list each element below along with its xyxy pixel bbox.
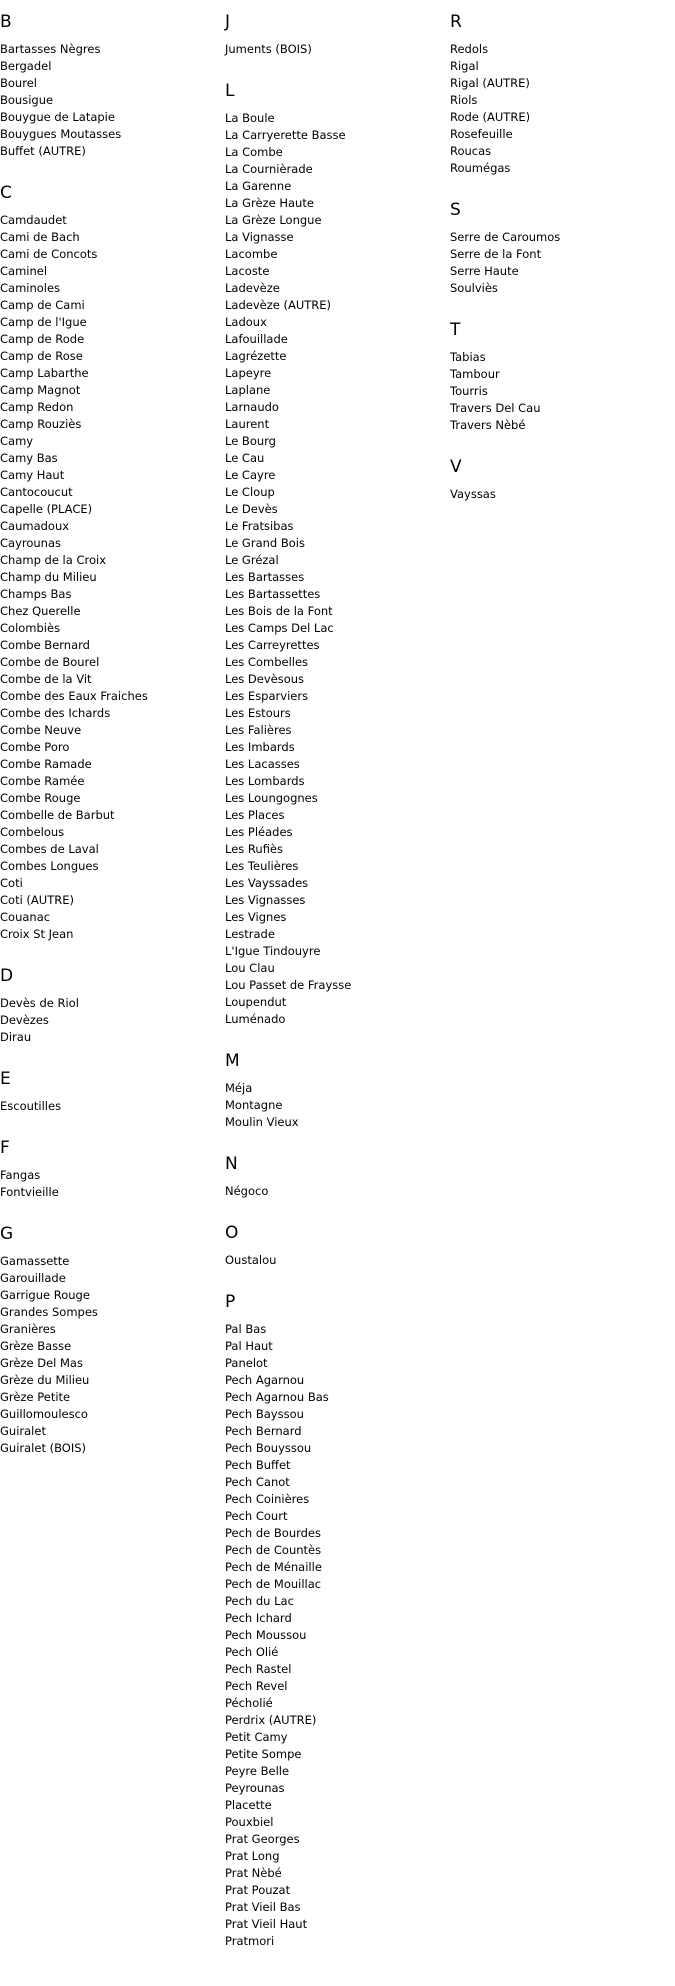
list-item[interactable]: Serre Haute — [450, 264, 519, 278]
list-item[interactable]: Camp de Rode — [0, 332, 85, 346]
list-item[interactable]: Colombiès — [0, 621, 61, 635]
index-column-3 — [450, 11, 670, 525]
list-item[interactable]: Bourel — [0, 76, 37, 90]
list-item[interactable]: Coti — [0, 876, 23, 890]
letter-heading: F — [0, 1138, 10, 1158]
list-item[interactable]: Les Falières — [225, 723, 292, 737]
list-item[interactable]: Tambour — [450, 367, 500, 381]
list-item[interactable]: Serre de la Font — [450, 247, 542, 261]
entry-list — [0, 1167, 220, 1201]
list-item[interactable]: Pech de Bourdes — [225, 1526, 322, 1540]
list-item[interactable]: Pech Bernard — [225, 1424, 302, 1438]
list-item[interactable]: Loupendut — [225, 995, 287, 1009]
list-item[interactable]: Négoco — [225, 1184, 269, 1198]
list-item[interactable]: Prat Georges — [225, 1832, 300, 1846]
list-item[interactable]: Combes de Laval — [0, 842, 99, 856]
entry-list — [450, 41, 670, 177]
letter-group-m — [225, 1050, 445, 1131]
entry-list — [450, 229, 670, 297]
letter-heading: E — [0, 1069, 11, 1089]
list-item[interactable]: Les Loungognes — [225, 791, 318, 805]
list-item[interactable]: Fontvieille — [0, 1185, 59, 1199]
list-item[interactable]: Combe de Bourel — [0, 655, 100, 669]
list-item[interactable]: Le Bourg — [225, 434, 276, 448]
list-item[interactable]: Rosefeuille — [450, 127, 513, 141]
index-column-2 — [225, 11, 445, 1972]
list-item[interactable]: Bouygue de Latapie — [0, 110, 115, 124]
list-item[interactable]: Luménado — [225, 1012, 286, 1026]
list-item[interactable]: Croix St Jean — [0, 927, 74, 941]
list-item[interactable]: Les Bartasses — [225, 570, 305, 584]
list-item[interactable]: Le Fratsibas — [225, 519, 294, 533]
list-item[interactable]: Caminel — [0, 264, 48, 278]
list-item[interactable]: Grèze Del Mas — [0, 1356, 83, 1370]
list-item[interactable]: Panelot — [225, 1356, 268, 1370]
list-item[interactable]: Combe Ramée — [0, 774, 85, 788]
list-item[interactable]: Combe des Ichards — [0, 706, 111, 720]
list-item[interactable]: Travers Del Cau — [450, 401, 541, 415]
index-column-1 — [0, 11, 220, 1479]
list-item[interactable]: Les Esparviers — [225, 689, 309, 703]
list-item[interactable]: Garouillade — [0, 1271, 66, 1285]
list-item[interactable]: Les Imbards — [225, 740, 295, 754]
list-item[interactable]: Fangas — [0, 1168, 41, 1182]
list-item[interactable]: Tourris — [450, 384, 488, 398]
list-item[interactable]: Le Grézal — [225, 553, 279, 567]
list-item[interactable]: Combelous — [0, 825, 65, 839]
list-item[interactable]: Pech Olié — [225, 1645, 279, 1659]
list-item[interactable]: Camp de Rose — [0, 349, 83, 363]
list-item[interactable]: Le Cloup — [225, 485, 275, 499]
letter-heading: R — [450, 12, 462, 32]
list-item[interactable]: Lou Passet de Fraysse — [225, 978, 352, 992]
list-item[interactable]: Oustalou — [225, 1253, 277, 1267]
list-item[interactable]: Bouygues Moutasses — [0, 127, 122, 141]
list-item[interactable]: Vayssas — [450, 487, 496, 501]
list-item[interactable]: Pech du Lac — [225, 1594, 294, 1608]
list-item[interactable]: Les Teulières — [225, 859, 299, 873]
list-item[interactable]: Lafouillade — [225, 332, 288, 346]
letter-heading: C — [0, 183, 12, 203]
letter-group-n — [225, 1153, 445, 1200]
list-item[interactable]: Les Devèsous — [225, 672, 305, 686]
list-item[interactable]: Les Rufiès — [225, 842, 283, 856]
list-item[interactable]: Ladevèze (AUTRE) — [225, 298, 332, 312]
list-item[interactable]: Pratmori — [225, 1934, 275, 1948]
list-item[interactable]: Juments (BOIS) — [225, 42, 312, 56]
list-item[interactable]: Ladevèze — [225, 281, 280, 295]
letter-group-s — [450, 199, 670, 297]
list-item[interactable]: La Grèze Haute — [225, 196, 314, 210]
list-item[interactable]: Gamassette — [0, 1254, 70, 1268]
list-item[interactable]: Champ de la Croix — [0, 553, 106, 567]
list-item[interactable]: Grèze Petite — [0, 1390, 71, 1404]
entry-list — [225, 41, 445, 58]
list-item[interactable]: Peyre Belle — [225, 1764, 290, 1778]
list-item[interactable]: Les Vignes — [225, 910, 287, 924]
list-item[interactable]: Cayrounas — [0, 536, 62, 550]
list-item[interactable]: Camdaudet — [0, 213, 67, 227]
list-item[interactable]: Les Vayssades — [225, 876, 309, 890]
list-item[interactable]: Pech Canot — [225, 1475, 290, 1489]
list-item[interactable]: Pech Bouyssou — [225, 1441, 312, 1455]
list-item[interactable]: Pech Rastel — [225, 1662, 292, 1676]
list-item[interactable]: La Vignasse — [225, 230, 294, 244]
list-item[interactable]: Camy Bas — [0, 451, 58, 465]
list-item[interactable]: Combe de la Vit — [0, 672, 92, 686]
letter-heading: G — [0, 1224, 14, 1244]
letter-heading: T — [450, 320, 461, 340]
list-item[interactable]: Camp Rouziès — [0, 417, 82, 431]
list-item[interactable]: Camy Haut — [0, 468, 65, 482]
entry-list — [0, 41, 220, 160]
letter-heading: L — [225, 81, 235, 101]
list-item[interactable]: Guillomoulesco — [0, 1407, 88, 1421]
entry-list — [225, 1252, 445, 1269]
entry-list — [0, 995, 220, 1046]
list-item[interactable]: Perdrix (AUTRE) — [225, 1713, 317, 1727]
list-item[interactable]: Cantocoucut — [0, 485, 73, 499]
list-item[interactable]: Larnaudo — [225, 400, 279, 414]
letter-group-l — [225, 80, 445, 1028]
list-item[interactable]: Cami de Concots — [0, 247, 98, 261]
letter-heading: D — [0, 966, 14, 986]
letter-group-b — [0, 11, 220, 160]
list-item[interactable]: Le Cau — [225, 451, 265, 465]
list-item[interactable]: Les Lacasses — [225, 757, 300, 771]
list-item[interactable]: Les Combelles — [225, 655, 309, 669]
letter-group-e — [0, 1068, 220, 1115]
list-item[interactable]: Prat Vieil Haut — [225, 1917, 308, 1931]
list-item[interactable]: Combe Bernard — [0, 638, 90, 652]
list-item[interactable]: Pal Haut — [225, 1339, 273, 1353]
letter-heading: S — [450, 200, 461, 220]
list-item[interactable]: Buffet (AUTRE) — [0, 144, 86, 158]
list-item[interactable]: Lapeyre — [225, 366, 272, 380]
list-item[interactable]: Pech Court — [225, 1509, 288, 1523]
list-item[interactable]: Pech Ichard — [225, 1611, 292, 1625]
list-item[interactable]: Caminoles — [0, 281, 61, 295]
list-item[interactable]: La Garenne — [225, 179, 292, 193]
list-item[interactable]: Rode (AUTRE) — [450, 110, 531, 124]
list-item[interactable]: Moulin Vieux — [225, 1115, 299, 1129]
letter-group-f — [0, 1137, 220, 1201]
list-item[interactable]: Granières — [0, 1322, 56, 1336]
letter-heading: J — [225, 12, 231, 32]
list-item[interactable]: La Cournièrade — [225, 162, 313, 176]
list-item[interactable]: Combe Neuve — [0, 723, 82, 737]
list-item[interactable]: Le Devès — [225, 502, 278, 516]
list-item[interactable]: Combelle de Barbut — [0, 808, 115, 822]
list-item[interactable]: Pech Coinières — [225, 1492, 310, 1506]
list-item[interactable]: L'Igue Tindouyre — [225, 944, 321, 958]
list-item[interactable]: Guiralet — [0, 1424, 46, 1438]
entry-list — [450, 349, 670, 434]
list-item[interactable]: Combe Ramade — [0, 757, 92, 771]
list-item[interactable]: Camy — [0, 434, 34, 448]
list-item[interactable]: Les Places — [225, 808, 285, 822]
list-item[interactable]: Garrigue Rouge — [0, 1288, 90, 1302]
letter-heading: N — [225, 1154, 238, 1174]
list-item[interactable]: Rigal (AUTRE) — [450, 76, 530, 90]
list-item[interactable]: Riols — [450, 93, 478, 107]
list-item[interactable]: Bergadel — [0, 59, 52, 73]
list-item[interactable]: Grèze du Milieu — [0, 1373, 90, 1387]
list-item[interactable]: Lou Clau — [225, 961, 275, 975]
list-item[interactable]: Camp Magnot — [0, 383, 81, 397]
list-item[interactable]: Devès de Riol — [0, 996, 79, 1010]
list-item[interactable]: Couanac — [0, 910, 51, 924]
letter-group-r — [450, 11, 670, 177]
list-item[interactable]: Devèzes — [0, 1013, 49, 1027]
entry-list — [450, 486, 670, 503]
list-item[interactable]: Grandes Sompes — [0, 1305, 98, 1319]
list-item[interactable]: Champ du Milieu — [0, 570, 97, 584]
list-item[interactable]: La Boule — [225, 111, 275, 125]
list-item[interactable]: Capelle (PLACE) — [0, 502, 93, 516]
letter-group-c — [0, 182, 220, 943]
list-item[interactable]: Escoutilles — [0, 1099, 62, 1113]
list-item[interactable]: Lagrézette — [225, 349, 287, 363]
list-item[interactable]: Laurent — [225, 417, 270, 431]
list-item[interactable]: Camp Redon — [0, 400, 74, 414]
list-item[interactable]: Travers Nèbé — [450, 418, 526, 432]
list-item[interactable]: Pech Bayssou — [225, 1407, 304, 1421]
list-item[interactable]: Prat Vieil Bas — [225, 1900, 301, 1914]
entry-list — [0, 1098, 220, 1115]
list-item[interactable]: Grèze Basse — [0, 1339, 72, 1353]
list-item[interactable]: Lestrade — [225, 927, 275, 941]
list-item[interactable]: Pech Buffet — [225, 1458, 291, 1472]
list-item[interactable]: Les Estours — [225, 706, 291, 720]
list-item[interactable]: Combe des Eaux Fraiches — [0, 689, 148, 703]
list-item[interactable]: Les Carreyrettes — [225, 638, 320, 652]
entry-list — [225, 110, 445, 1028]
list-item[interactable]: Les Bartassettes — [225, 587, 321, 601]
list-item[interactable]: Soulviès — [450, 281, 498, 295]
letter-heading: V — [450, 457, 462, 477]
list-item[interactable]: Prat Long — [225, 1849, 280, 1863]
entry-list — [225, 1183, 445, 1200]
list-item[interactable]: Peyrounas — [225, 1781, 285, 1795]
list-item[interactable]: Le Cayre — [225, 468, 276, 482]
list-item[interactable]: Laplane — [225, 383, 271, 397]
list-item[interactable]: Lacoste — [225, 264, 270, 278]
letter-heading: B — [0, 12, 12, 32]
list-item[interactable]: Les Pléades — [225, 825, 293, 839]
list-item[interactable]: Caumadoux — [0, 519, 70, 533]
list-item[interactable]: La Carryerette Basse — [225, 128, 346, 142]
list-item[interactable]: Redols — [450, 42, 489, 56]
list-item[interactable]: Méja — [225, 1081, 253, 1095]
letter-group-p — [225, 1291, 445, 1950]
list-item[interactable]: Pécholié — [225, 1696, 273, 1710]
letter-group-o — [225, 1222, 445, 1269]
list-item[interactable]: Camp Labarthe — [0, 366, 89, 380]
list-item[interactable]: Camp de l'Igue — [0, 315, 87, 329]
list-item[interactable]: Petite Sompe — [225, 1747, 302, 1761]
list-item[interactable]: Pech Agarnou — [225, 1373, 305, 1387]
list-item[interactable]: Camp de Cami — [0, 298, 85, 312]
list-item[interactable]: Pouxbiel — [225, 1815, 274, 1829]
list-item[interactable]: Rigal — [450, 59, 479, 73]
list-item[interactable]: Coti (AUTRE) — [0, 893, 74, 907]
list-item[interactable]: Ladoux — [225, 315, 267, 329]
list-item[interactable]: Les Lombards — [225, 774, 305, 788]
letter-heading: M — [225, 1051, 240, 1071]
list-item[interactable]: Petit Camy — [225, 1730, 288, 1744]
list-item[interactable]: Pech Agarnou Bas — [225, 1390, 329, 1404]
list-item[interactable]: Les Camps Del Lac — [225, 621, 334, 635]
list-item[interactable]: Guiralet (BOIS) — [0, 1441, 87, 1455]
list-item[interactable]: Combes Longues — [0, 859, 99, 873]
list-item[interactable]: Bousigue — [0, 93, 54, 107]
entry-list — [0, 212, 220, 943]
letter-heading: P — [225, 1292, 236, 1312]
list-item[interactable]: Combe Poro — [0, 740, 70, 754]
list-item[interactable]: Lacombe — [225, 247, 278, 261]
list-item[interactable]: Les Vignasses — [225, 893, 306, 907]
list-item[interactable]: La Grèze Longue — [225, 213, 322, 227]
list-item[interactable]: Pech de Ménaille — [225, 1560, 322, 1574]
list-item[interactable]: Les Bois de la Font — [225, 604, 333, 618]
list-item[interactable]: Prat Pouzat — [225, 1883, 291, 1897]
list-item[interactable]: Tabias — [450, 350, 486, 364]
list-item[interactable]: Roumégas — [450, 161, 511, 175]
list-item[interactable]: Montagne — [225, 1098, 283, 1112]
list-item[interactable]: Placette — [225, 1798, 272, 1812]
list-item[interactable]: Pech de Mouillac — [225, 1577, 322, 1591]
letter-group-v — [450, 456, 670, 503]
list-item[interactable]: Le Grand Bois — [225, 536, 305, 550]
list-item[interactable]: Pal Bas — [225, 1322, 267, 1336]
list-item[interactable]: Prat Nèbé — [225, 1866, 282, 1880]
letter-heading: O — [225, 1223, 239, 1243]
entry-list — [225, 1321, 445, 1950]
list-item[interactable]: Pech de Countès — [225, 1543, 322, 1557]
list-item[interactable]: La Combe — [225, 145, 283, 159]
list-item[interactable]: Dirau — [0, 1030, 32, 1044]
letter-group-t — [450, 319, 670, 434]
entry-list — [225, 1080, 445, 1131]
list-item[interactable]: Pech Moussou — [225, 1628, 307, 1642]
list-item[interactable]: Bartasses Nègres — [0, 42, 101, 56]
list-item[interactable]: Chez Querelle — [0, 604, 81, 618]
list-item[interactable]: Roucas — [450, 144, 492, 158]
list-item[interactable]: Combe Rouge — [0, 791, 81, 805]
letter-group-g — [0, 1223, 220, 1457]
list-item[interactable]: Champs Bas — [0, 587, 72, 601]
letter-group-d — [0, 965, 220, 1046]
list-item[interactable]: Serre de Caroumos — [450, 230, 561, 244]
entry-list — [0, 1253, 220, 1457]
list-item[interactable]: Cami de Bach — [0, 230, 80, 244]
letter-group-j — [225, 11, 445, 58]
list-item[interactable]: Pech Revel — [225, 1679, 288, 1693]
